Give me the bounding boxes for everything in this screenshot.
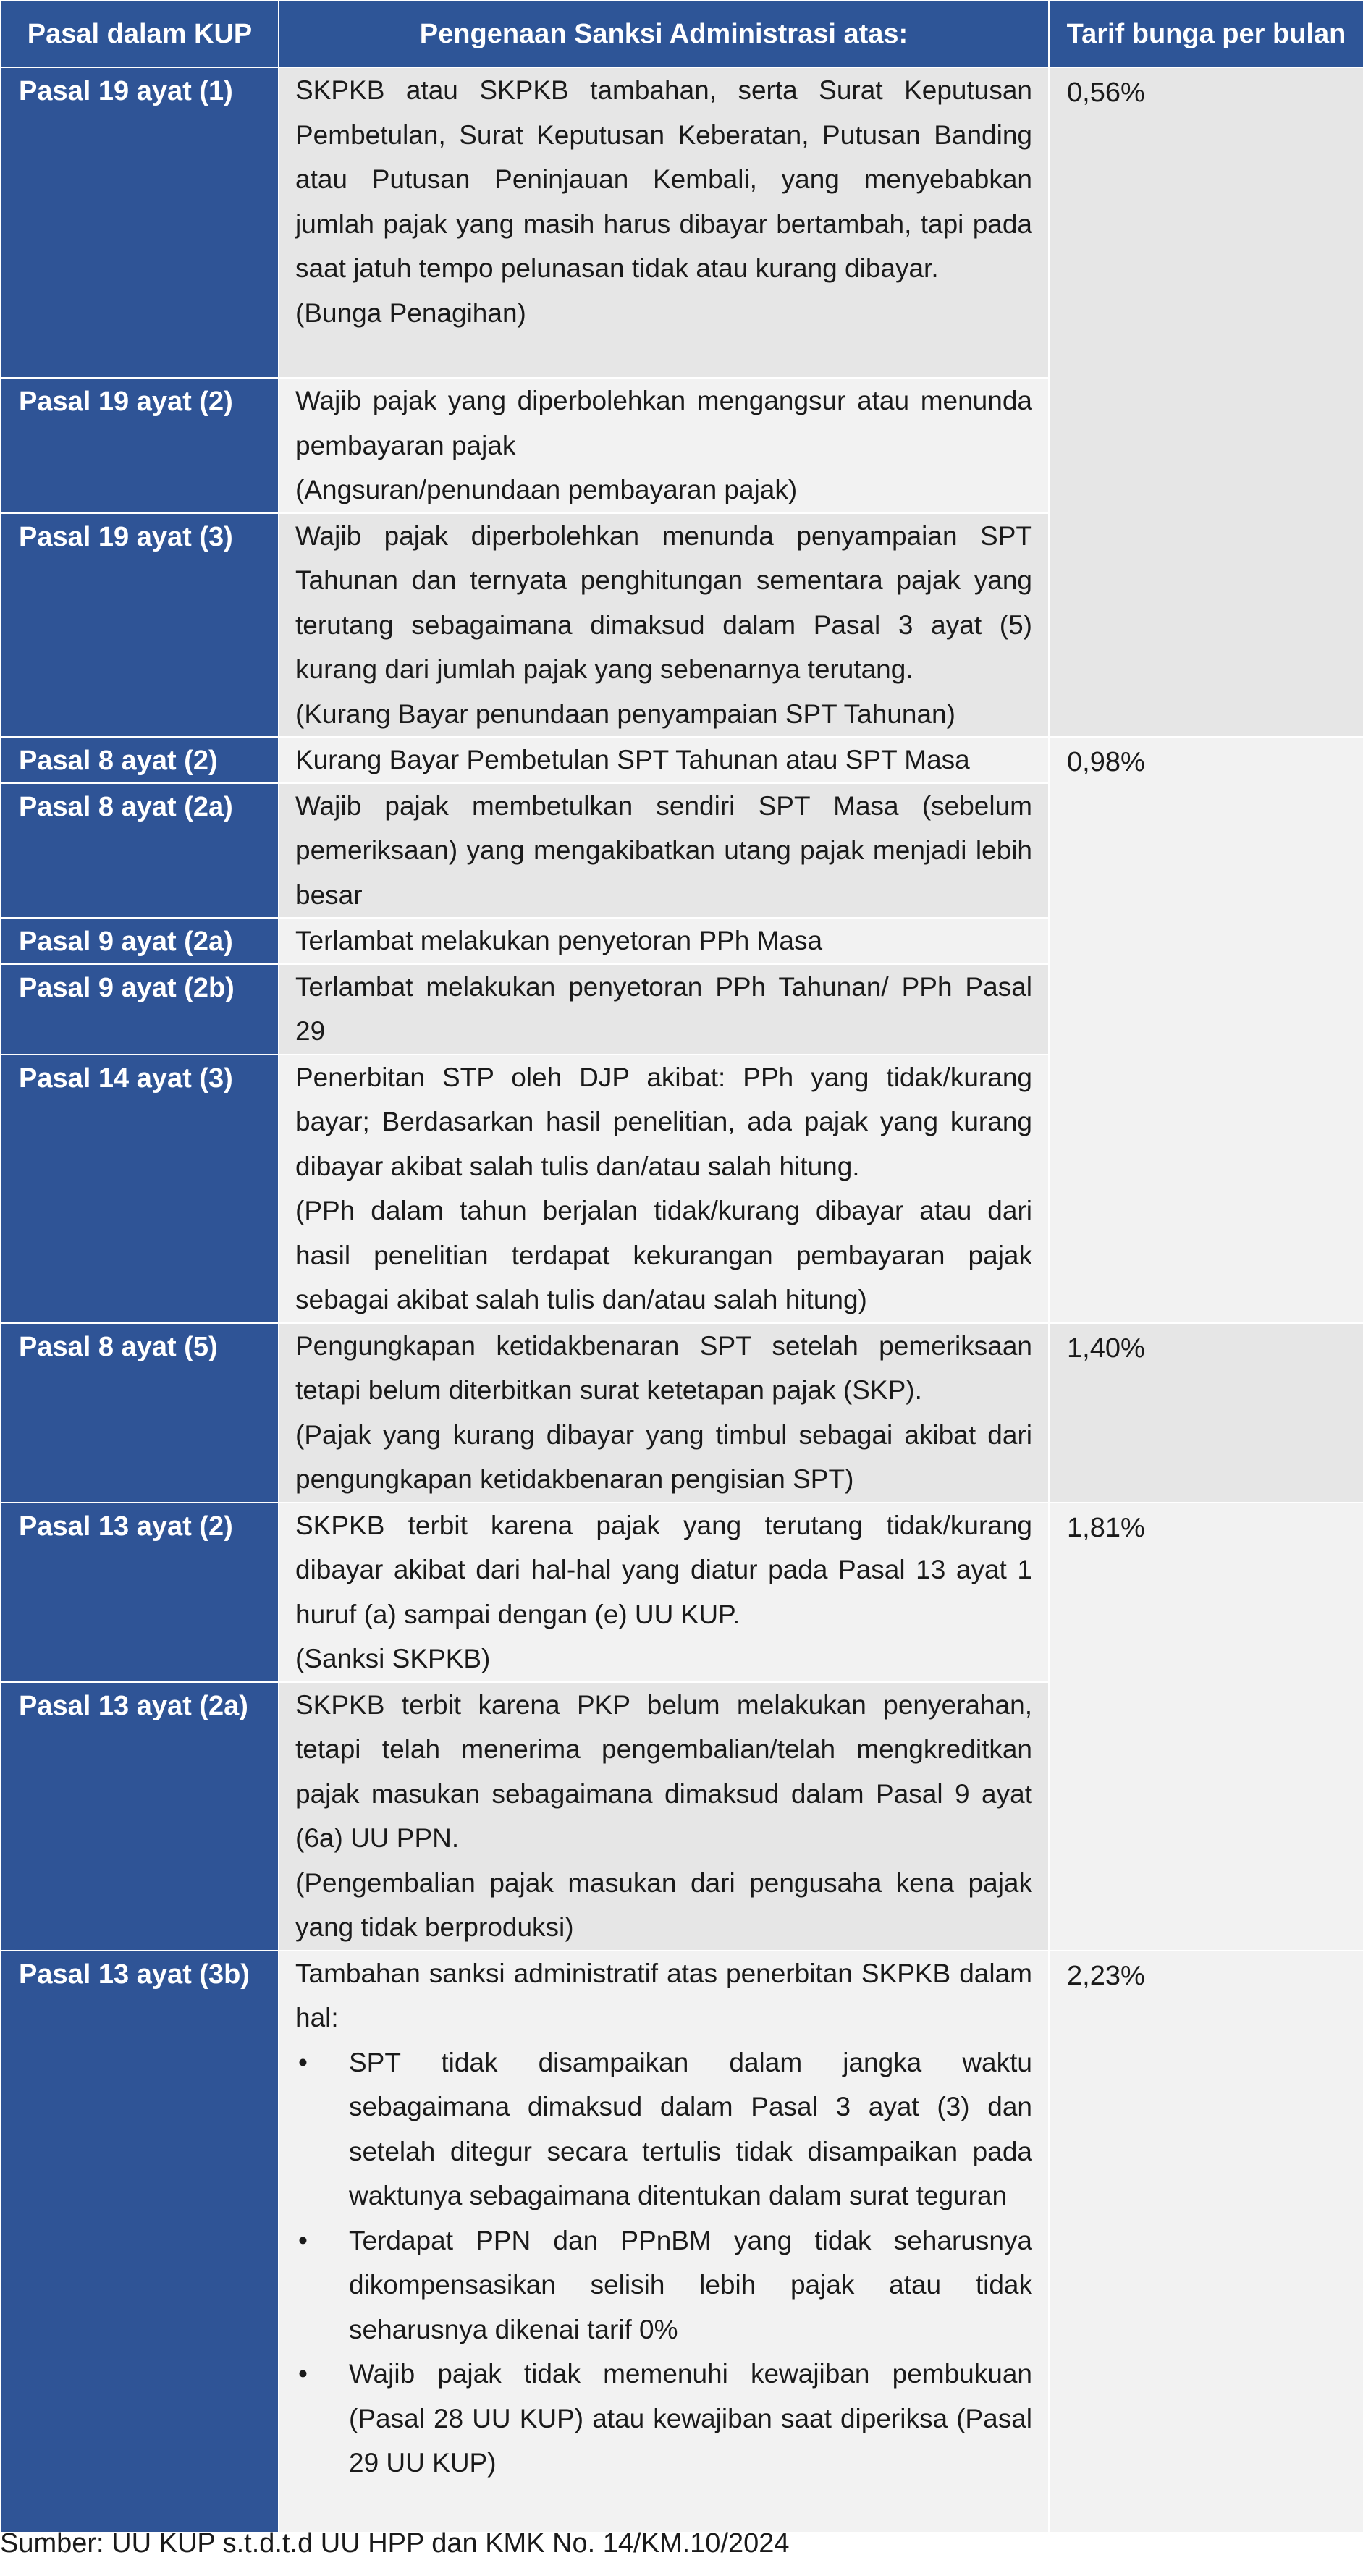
- description-text: Tambahan sanksi administratif atas penerbitan SKPKB dalam hal:: [295, 1958, 1032, 2032]
- description-cell: [279, 67, 1049, 378]
- pasal-cell: Pasal 8 ayat (5): [1, 1323, 279, 1503]
- description-text: Penerbitan STP oleh DJP akibat: PPh yang tidak/kurang bayar; Berdasarkan hasil penelitian, ada pajak yang kurang dibayar akibat salah tulis dan/atau salah hitung.: [295, 1062, 1032, 1181]
- description-note: (PPh dalam tahun berjalan tidak/kurang dibayar atau dari hasil penelitian terdapat kekurangan pembayaran pajak sebagai akibat salah tulis dan/atau salah hitung): [295, 1196, 1032, 1314]
- description-note: (Sanksi SKPKB): [295, 1644, 491, 1673]
- description-text: Kurang Bayar Pembetulan SPT Tahunan atau SPT Masa: [295, 745, 970, 774]
- pasal-cell: Pasal 14 ayat (3): [1, 1055, 279, 1323]
- description-cell: [279, 1503, 1049, 1682]
- rate-cell: 1,81%: [1049, 1503, 1363, 1951]
- description-text: Wajib pajak diperbolehkan menunda penyampaian SPT Tahunan dan ternyata penghitungan sementara pajak yang terutang sebagaimana dimaksud dalam Pasal 3 ayat (5) kurang dari jumlah pajak yang sebenarnya terutang.: [295, 520, 1032, 684]
- description-text: Terlambat melakukan penyetoran PPh Masa: [295, 926, 823, 955]
- description-note: (Pajak yang kurang dibayar yang timbul sebagai akibat dari pengungkapan ketidakbenaran pengisian SPT): [295, 1419, 1032, 1494]
- table-row: [1, 737, 1363, 783]
- rate-cell: 0,98%: [1049, 737, 1363, 1323]
- description-cell: [279, 513, 1049, 738]
- description-cell: [279, 1323, 1049, 1503]
- pasal-cell: Pasal 19 ayat (3): [1, 513, 279, 738]
- description-cell: [279, 1951, 1049, 2533]
- description-cell: [279, 918, 1049, 964]
- list-item-text: SPT tidak disampaikan dalam jangka waktu sebagaimana dimaksud dalam Pasal 3 ayat (3) dan setelah ditegur secara tertulis tidak disampaikan pada waktunya sebagaimana ditentukan dalam surat teguran: [349, 2047, 1032, 2210]
- table-row: [1, 67, 1363, 378]
- description-cell: [279, 783, 1049, 919]
- description-cell: [279, 1682, 1049, 1951]
- rate-cell: 1,40%: [1049, 1323, 1363, 1503]
- description-note: (Bunga Penagihan): [295, 297, 526, 328]
- pasal-cell: Pasal 13 ayat (2a): [1, 1682, 279, 1951]
- description-text: Pengungkapan ketidakbenaran SPT setelah pemeriksaan tetapi belum diterbitkan surat ketetapan pajak (SKP).: [295, 1330, 1032, 1405]
- bullet-list: [295, 2040, 1032, 2486]
- description-text: SKPKB atau SKPKB tambahan, serta Surat Keputusan Pembetulan, Surat Keputusan Keberatan, Putusan Banding atau Putusan Peninjauan Kembali, yang menyebabkan jumlah pajak yang masih harus dibayar bertambah, tapi pada saat jatuh tempo pelunasan tidak atau kurang dibayar.: [295, 75, 1032, 283]
- description-note: (Angsuran/penundaan pembayaran pajak): [295, 475, 798, 504]
- description-text: Terlambat melakukan penyetoran PPh Tahunan/ PPh Pasal 29: [295, 971, 1032, 1046]
- table-row: [1, 1503, 1363, 1682]
- rate-cell: 0,56%: [1049, 67, 1363, 737]
- description-text: Wajib pajak yang diperbolehkan mengangsur atau menunda pembayaran pajak: [295, 386, 1032, 460]
- pasal-cell: Pasal 13 ayat (2): [1, 1503, 279, 1682]
- description-cell: [279, 737, 1049, 783]
- pasal-cell: Pasal 9 ayat (2a): [1, 918, 279, 964]
- header-sanksi: Pengenaan Sanksi Administrasi atas:: [279, 1, 1049, 67]
- table-row: [1, 1323, 1363, 1503]
- description-text: SKPKB terbit karena pajak yang terutang tidak/kurang dibayar akibat dari hal-hal yang diatur pada Pasal 13 ayat 1 huruf (a) sampai dengan (e) UU KUP.: [295, 1510, 1032, 1629]
- description-cell: [279, 378, 1049, 513]
- pasal-cell: Pasal 19 ayat (1): [1, 67, 279, 378]
- description-cell: [279, 1055, 1049, 1323]
- header-tarif: Tarif bunga per bulan: [1049, 1, 1363, 67]
- list-item: [295, 2352, 1032, 2486]
- list-item-text: Terdapat PPN dan PPnBM yang tidak seharusnya dikompensasikan selisih lebih pajak atau tidak seharusnya dikenai tarif 0%: [349, 2225, 1032, 2344]
- bullet-icon: •: [298, 2047, 308, 2077]
- bullet-icon: •: [298, 2225, 308, 2255]
- description-note: (Pengembalian pajak masukan dari pengusaha kena pajak yang tidak berproduksi): [295, 1867, 1032, 1942]
- pasal-cell: Pasal 8 ayat (2): [1, 737, 279, 783]
- table-row: [1, 1951, 1363, 2533]
- pasal-cell: Pasal 19 ayat (2): [1, 378, 279, 513]
- description-cell: [279, 964, 1049, 1055]
- list-item: [295, 2218, 1032, 2352]
- rate-cell: 2,23%: [1049, 1951, 1363, 2533]
- table-header-row: [1, 1, 1363, 67]
- list-item: [295, 2040, 1032, 2218]
- list-item-text: Wajib pajak tidak memenuhi kewajiban pembukuan (Pasal 28 UU KUP) atau kewajiban saat diperiksa (Pasal 29 UU KUP): [349, 2359, 1032, 2478]
- pasal-cell: Pasal 8 ayat (2a): [1, 783, 279, 919]
- description-note: (Kurang Bayar penundaan penyampaian SPT Tahunan): [295, 698, 955, 729]
- header-pasal: Pasal dalam KUP: [1, 1, 279, 67]
- bullet-icon: •: [298, 2359, 308, 2389]
- pasal-cell: Pasal 9 ayat (2b): [1, 964, 279, 1055]
- description-text: Wajib pajak membetulkan sendiri SPT Masa (sebelum pemeriksaan) yang mengakibatkan utang pajak menjadi lebih besar: [295, 790, 1032, 910]
- pasal-cell: Pasal 13 ayat (3b): [1, 1951, 279, 2533]
- source-note: Sumber: UU KUP s.t.d.t.d UU HPP dan KMK No. 14/KM.10/2024: [0, 2528, 790, 2559]
- description-text: SKPKB terbit karena PKP belum melakukan penyerahan, tetapi telah menerima pengembalian/telah mengkreditkan pajak masukan sebagaimana dimaksud dalam Pasal 9 ayat (6a) UU PPN.: [295, 1689, 1032, 1853]
